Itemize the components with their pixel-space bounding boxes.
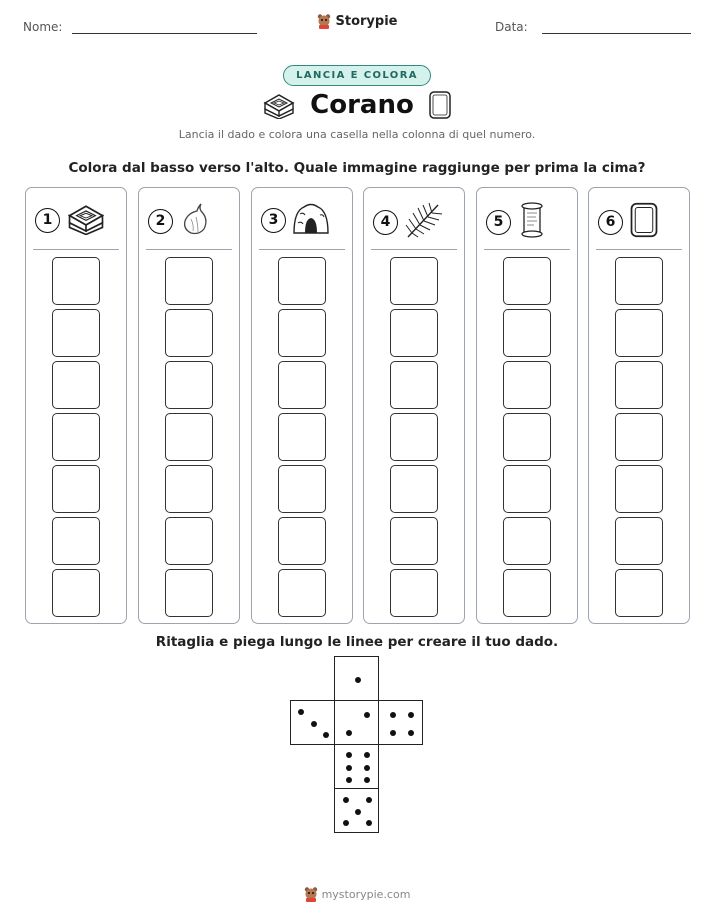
die-pip — [390, 730, 396, 736]
die-pip — [366, 797, 372, 803]
color-box[interactable] — [165, 517, 213, 565]
color-box[interactable] — [615, 413, 663, 461]
die-pip — [323, 732, 329, 738]
die-face-4 — [378, 700, 423, 745]
column-divider — [33, 249, 119, 250]
column-divider — [146, 249, 232, 250]
column-number: 5 — [486, 210, 511, 235]
color-box[interactable] — [390, 569, 438, 617]
die-pip — [390, 712, 396, 718]
color-box[interactable] — [278, 309, 326, 357]
die-pip — [346, 765, 352, 771]
color-box[interactable] — [503, 517, 551, 565]
column-6 — [588, 187, 690, 624]
color-box[interactable] — [52, 309, 100, 357]
die-pip — [343, 797, 349, 803]
brand — [0, 13, 714, 29]
title-row — [0, 90, 714, 120]
die-pip — [343, 820, 349, 826]
color-box[interactable] — [615, 309, 663, 357]
column-4 — [363, 187, 465, 624]
instructions: Colora dal basso verso l'alto. Quale immagine raggiunge per prima la cima? — [68, 160, 646, 176]
color-box[interactable] — [165, 413, 213, 461]
color-box[interactable] — [390, 517, 438, 565]
die-pip — [346, 752, 352, 758]
column-number: 1 — [35, 208, 60, 233]
color-box[interactable] — [615, 465, 663, 513]
column-1 — [25, 187, 127, 624]
color-box[interactable] — [52, 257, 100, 305]
color-box[interactable] — [52, 361, 100, 409]
color-box[interactable] — [165, 569, 213, 617]
die-pip — [364, 765, 370, 771]
die-pip — [366, 820, 372, 826]
color-box[interactable] — [165, 309, 213, 357]
palm-leaf-icon — [404, 201, 444, 243]
column-header — [35, 201, 106, 239]
die-pip — [346, 730, 352, 736]
die-face-5 — [334, 788, 379, 833]
column-divider — [596, 249, 682, 250]
column-number: 6 — [598, 210, 623, 235]
column-header — [598, 201, 659, 243]
scroll-icon — [517, 201, 547, 243]
quran-book-icon — [262, 91, 296, 119]
die-pip — [364, 712, 370, 718]
die-face-1 — [334, 656, 379, 701]
column-divider — [484, 249, 570, 250]
color-box[interactable] — [278, 517, 326, 565]
color-box[interactable] — [503, 309, 551, 357]
subtitle: Lancia il dado e colora una casella nella colonna di quel numero. — [178, 128, 536, 141]
column-number: 2 — [148, 209, 173, 234]
die-pip — [346, 777, 352, 783]
name-label: Nome: — [23, 20, 63, 34]
color-box[interactable] — [165, 257, 213, 305]
activity-badge: LANCIA E COLORA — [283, 65, 431, 86]
color-box[interactable] — [278, 465, 326, 513]
die-pip — [364, 777, 370, 783]
color-box[interactable] — [165, 465, 213, 513]
color-box[interactable] — [503, 465, 551, 513]
die-pip — [408, 730, 414, 736]
die-pip — [355, 809, 361, 815]
color-box[interactable] — [165, 361, 213, 409]
name-line[interactable] — [72, 33, 257, 34]
brand-name: Storypie — [335, 13, 398, 29]
fig-icon — [179, 201, 211, 241]
die-pip — [355, 677, 361, 683]
column-3 — [251, 187, 353, 624]
color-box[interactable] — [390, 465, 438, 513]
storypie-logo-icon — [317, 13, 331, 29]
page-title: Corano — [310, 90, 414, 120]
column-2 — [138, 187, 240, 624]
tablet-icon — [428, 90, 452, 120]
column-divider — [371, 249, 457, 250]
cave-icon — [292, 201, 330, 239]
color-box[interactable] — [390, 361, 438, 409]
color-box[interactable] — [278, 361, 326, 409]
die-pip — [364, 752, 370, 758]
die-face-6 — [334, 744, 379, 789]
color-box[interactable] — [52, 569, 100, 617]
color-box[interactable] — [615, 257, 663, 305]
color-box[interactable] — [278, 569, 326, 617]
storypie-footer-logo-icon — [304, 886, 318, 902]
column-5 — [476, 187, 578, 624]
die-face-2 — [334, 700, 379, 745]
color-box[interactable] — [278, 257, 326, 305]
column-header — [373, 201, 444, 243]
die-pip — [408, 712, 414, 718]
footer — [0, 886, 714, 902]
cut-instructions: Ritaglia e piega lungo le linee per creare il tuo dado. — [155, 634, 559, 650]
date-line[interactable] — [542, 33, 691, 34]
die-pip — [298, 709, 304, 715]
date-label: Data: — [495, 20, 528, 34]
color-box[interactable] — [503, 413, 551, 461]
color-box[interactable] — [390, 413, 438, 461]
die-face-3 — [290, 700, 335, 745]
color-box[interactable] — [52, 465, 100, 513]
color-box[interactable] — [390, 309, 438, 357]
color-box[interactable] — [52, 413, 100, 461]
color-box[interactable] — [278, 413, 326, 461]
column-divider — [259, 249, 345, 250]
column-number: 3 — [261, 208, 286, 233]
column-header — [486, 201, 547, 243]
column-number: 4 — [373, 210, 398, 235]
color-box[interactable] — [390, 257, 438, 305]
column-header — [261, 201, 330, 239]
color-box[interactable] — [503, 361, 551, 409]
color-box[interactable] — [615, 517, 663, 565]
column-header — [148, 201, 211, 241]
color-box[interactable] — [52, 517, 100, 565]
color-box[interactable] — [615, 569, 663, 617]
quran-book-icon — [66, 201, 106, 239]
color-box[interactable] — [615, 361, 663, 409]
color-box[interactable] — [503, 569, 551, 617]
color-box[interactable] — [503, 257, 551, 305]
die-pip — [311, 721, 317, 727]
tablet-icon — [629, 201, 659, 243]
footer-url: mystorypie.com — [321, 887, 411, 901]
